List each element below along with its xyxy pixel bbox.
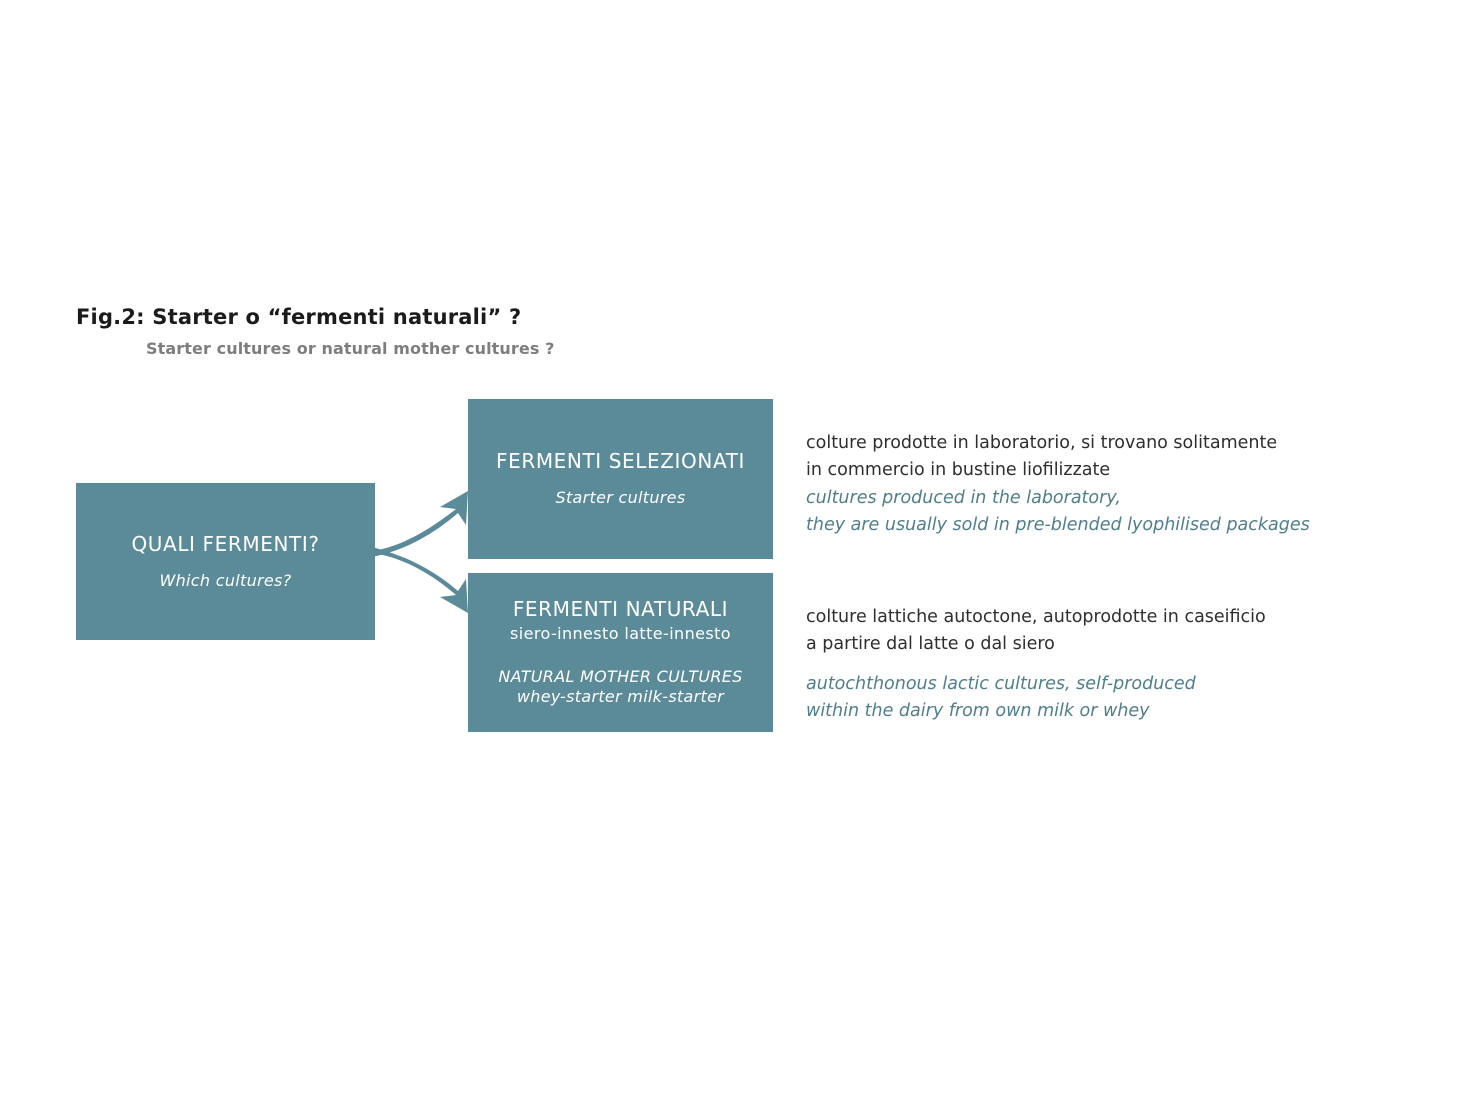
node-fermenti-selezionati [468, 399, 773, 559]
node-fermenti-naturali-title: FERMENTI NATURALI [512, 596, 729, 621]
arrow-down-right-icon [372, 547, 468, 613]
description-natural-en-line2: within the dairy from own milk or whey [806, 700, 1150, 721]
description-selected-en-line1: cultures produced in the laboratory, [806, 488, 1121, 509]
node-quali-fermenti-title: QUALI FERMENTI? [131, 531, 320, 556]
figure-caption [76, 305, 976, 358]
description-natural-it-line1: colture lattiche autoctone, autoprodotte in caseificio [806, 607, 1266, 627]
connector-arrows [370, 485, 480, 620]
spacer [806, 657, 1366, 671]
description-natural-en-line1: autochthonous lactic cultures, self-produced [806, 674, 1196, 695]
description-fermenti-naturali [806, 604, 1366, 724]
node-fermenti-naturali-subtitle: siero-innesto latte-innesto [510, 623, 731, 643]
description-fermenti-selezionati [806, 430, 1406, 538]
node-fermenti-naturali-english-subtitle: whey-starter milk-starter [516, 687, 725, 707]
description-natural-it-line2: a partire dal latte o dal siero [806, 633, 1055, 654]
description-selected-it-line1: colture prodotte in laboratorio, si trovano solitamente [806, 433, 1278, 453]
description-selected-en-line2: they are usually sold in pre-blended lyophilised packages [806, 514, 1310, 535]
node-quali-fermenti-english: Which cultures? [159, 570, 292, 590]
node-fermenti-selezionati-title: FERMENTI SELEZIONATI [495, 449, 746, 474]
node-fermenti-selezionati-english: Starter cultures [555, 488, 686, 508]
node-fermenti-naturali-english-title: NATURAL MOTHER CULTURES [498, 666, 743, 686]
node-quali-fermenti [76, 483, 375, 640]
arrow-up-right-icon [372, 491, 468, 557]
figure-subtitle: Starter cultures or natural mother cultures ? [146, 339, 555, 358]
description-selected-it-line2: in commercio in bustine liofilizzate [806, 459, 1111, 480]
node-fermenti-naturali [468, 573, 773, 732]
figure-title: Fig.2: Starter o “fermenti naturali” ? [76, 305, 522, 329]
